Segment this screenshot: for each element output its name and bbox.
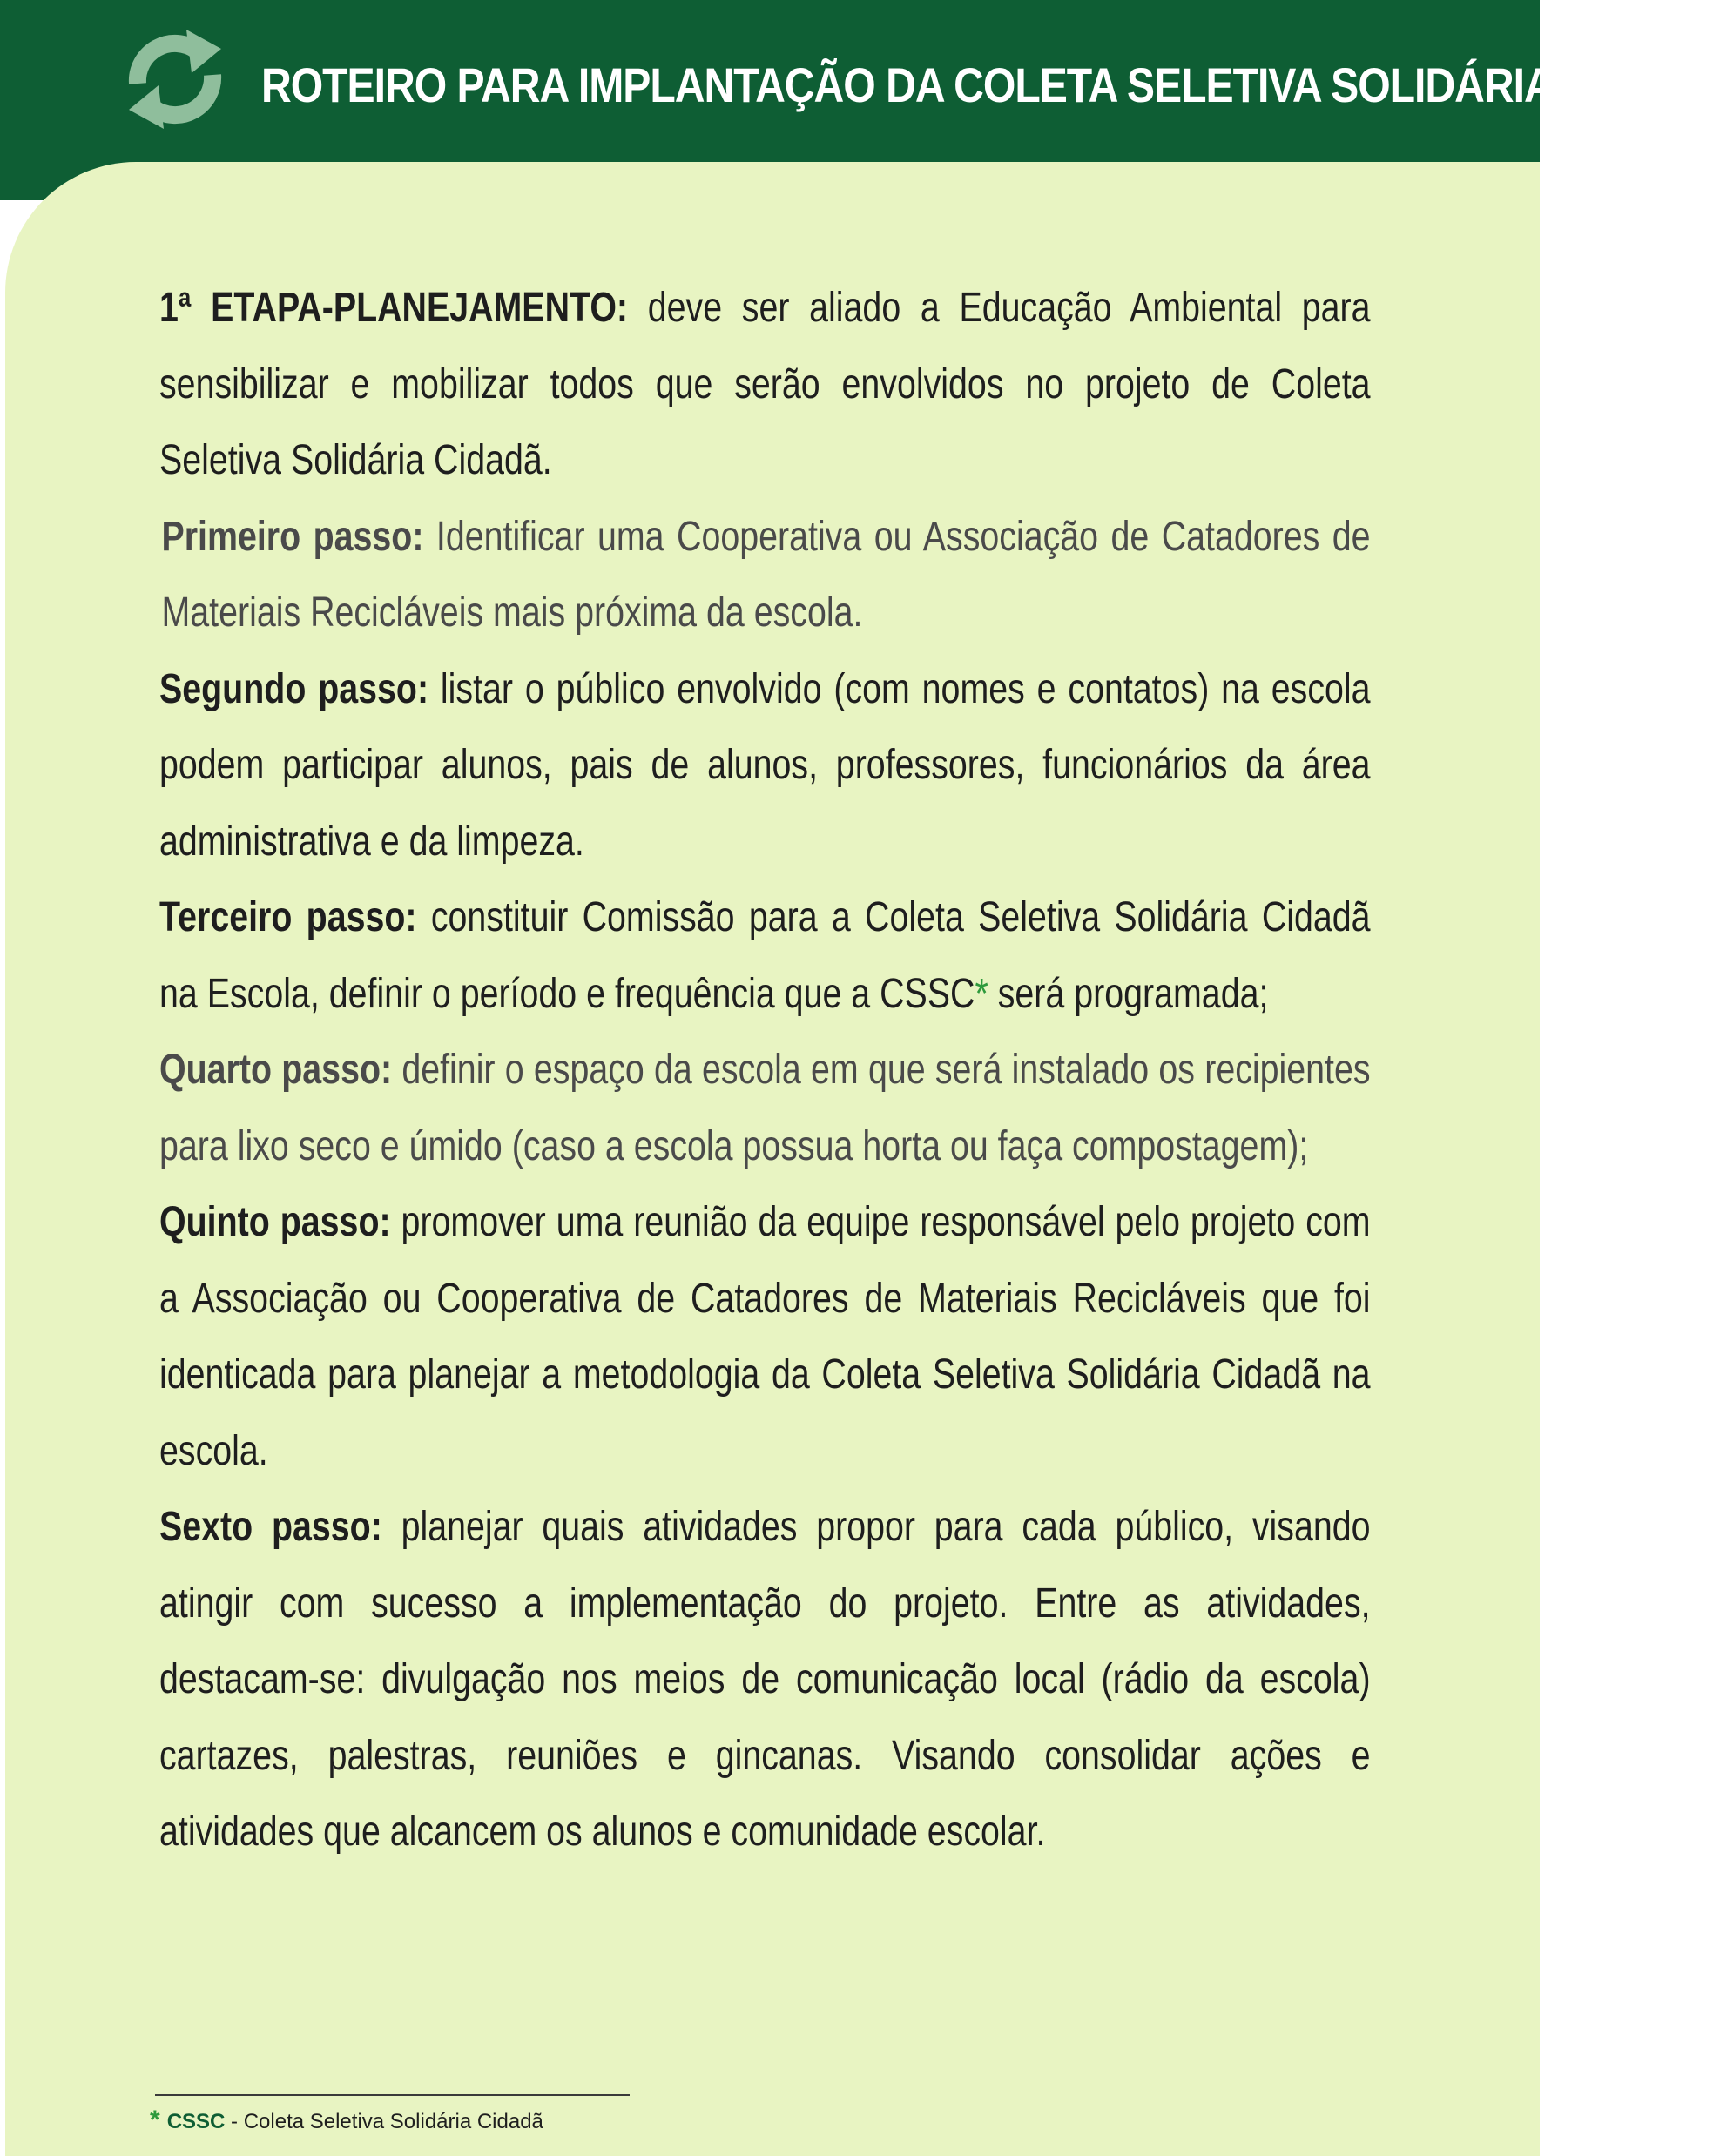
footnote-text: - Coleta Seletiva Solidária Cidadã [225, 2110, 543, 2133]
document-body [159, 270, 1370, 1870]
step-4-text: definir o espaço da escola em que será instalado os recipientes para lixo seco e úmido (caso a escola possua horta ou faça compostagem); [159, 1047, 1371, 1169]
step-3 [159, 879, 1371, 1032]
step-1 [159, 499, 1371, 651]
step-2 [159, 651, 1371, 880]
step-5-label: Quinto passo: [159, 1199, 391, 1245]
step-6-label: Sexto passo: [159, 1504, 382, 1550]
step-5 [159, 1184, 1371, 1489]
stage-label: 1ª ETAPA-PLANEJAMENTO: [159, 285, 629, 331]
step-6 [159, 1489, 1371, 1870]
step-6-text: planejar quais atividades propor para cada público, visando atingir com sucesso a implementação do projeto. Entre as atividades, destacam-se: divulgação nos meios de comunicação local (rádio da escola) cartazes, palestras, reuniões e gincanas. Visando consolidar ações e atividades que alcancem os alunos e comunidade escolar. [159, 1504, 1371, 1855]
footnote-abbreviation: CSSC [166, 2110, 226, 2133]
step-3-label: Terceiro passo: [159, 894, 417, 940]
step-5-text: promover uma reunião da equipe responsável pelo projeto com a Associação ou Cooperativa de Catadores de Materiais Recicláveis que foi identicada para planejar a metodologia da Coleta Seletiva Solidária Cidadã na escola. [159, 1199, 1371, 1474]
step-2-label: Segundo passo: [159, 665, 429, 712]
recycle-arrows-icon [118, 23, 232, 136]
step-3-text-after: será programada; [988, 970, 1269, 1017]
step-1-label: Primeiro passo: [161, 513, 424, 560]
footnote-star: * [150, 2105, 160, 2134]
footnote-marker: * [975, 970, 988, 1017]
footnote-divider [155, 2094, 630, 2096]
intro-paragraph [159, 270, 1371, 499]
step-4-label: Quarto passo: [159, 1047, 393, 1093]
step-1-text: Identificar uma Cooperativa ou Associação de Catadores de Materiais Recicláveis mais próxima da escola. [161, 513, 1371, 636]
stage-text: deve ser aliado a Educação Ambiental para sensibilizar e mobilizar todos que serão envolvidos no projeto de Coleta Seletiva Solidária Cidadã. [159, 285, 1371, 483]
footnote [150, 2105, 543, 2135]
page-title: ROTEIRO PARA IMPLANTAÇÃO DA COLETA SELETIVA SOLIDÁRIA CIDADÃ [261, 57, 1720, 112]
step-4 [159, 1032, 1371, 1184]
step-2-text: listar o público envolvido (com nomes e contatos) na escola podem participar alunos, pais de alunos, professores, funcionários da área administrativa e da limpeza. [159, 665, 1371, 865]
step-3-text: constituir Comissão para a Coleta Seletiva Solidária Cidadã na Escola, definir o período e frequência que a CSSC [159, 894, 1371, 1017]
